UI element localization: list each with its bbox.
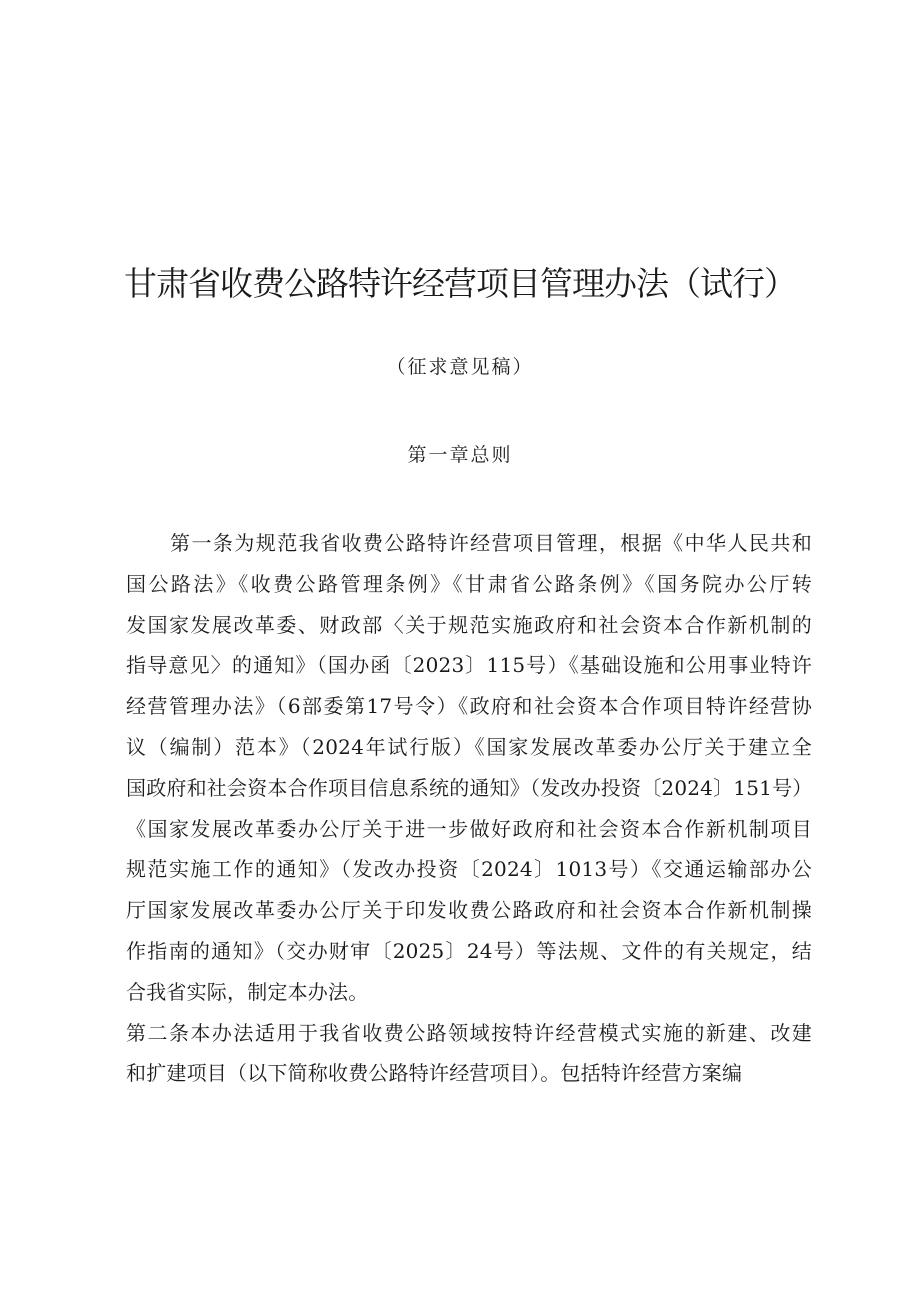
article-1-line: 国公路法》《收费公路管理条例》《甘肃省公路条例》《国务院办公厅转 (126, 571, 812, 596)
article-1-line: 厅国家发展改革委办公厅关于印发收费公路政府和社会资本合作新机制操 (126, 898, 812, 923)
article-2-line: 和扩建项目（以下简称收费公路特许经营项目）。包括特许经营方案编 (126, 1061, 743, 1086)
article-2-line: 第二条本办法适用于我省收费公路领域按特许经营模式实施的新建、改建 (126, 1020, 812, 1045)
document-body (126, 523, 812, 1094)
article-1-line: 议（编制）范本》（2024年试行版）《国家发展改革委办公厅关于建立全 (126, 734, 812, 759)
document-title: 甘肃省收费公路特许经营项目管理办法（试行） (124, 264, 796, 303)
article-1-line: 第一条为规范我省收费公路特许经营项目管理，根据《中华人民共和 (170, 531, 812, 555)
article-1-line: 规范实施工作的通知》（发改办投资〔2024〕1013号）《交通运输部办公 (126, 857, 812, 882)
article-1-line: 国政府和社会资本合作项目信息系统的通知》（发改办投资〔2024〕151号） (126, 775, 813, 800)
document-subtitle: （征求意见稿） (386, 356, 534, 378)
article-1-line: 经营管理办法》（6部委第17号令）《政府和社会资本合作项目特许经营协 (126, 694, 812, 719)
article-1-line: 发国家发展改革委、财政部〈关于规范实施政府和社会资本合作新机制的 (126, 612, 812, 637)
article-2 (126, 1013, 812, 1095)
article-1-line: 合我省实际，制定本办法。 (126, 979, 369, 1004)
chapter-heading: 第一章总则 (407, 444, 513, 466)
article-1-line: 指导意见〉的通知》（国办函〔2023〕115号）《基础设施和公用事业特许 (126, 653, 812, 678)
article-1 (126, 523, 812, 1013)
article-1-line: 《国家发展改革委办公厅关于进一步做好政府和社会资本合作新机制项目 (126, 816, 812, 841)
article-1-line: 作指南的通知》（交办财审〔2025〕24号）等法规、文件的有关规定，结 (126, 938, 812, 963)
